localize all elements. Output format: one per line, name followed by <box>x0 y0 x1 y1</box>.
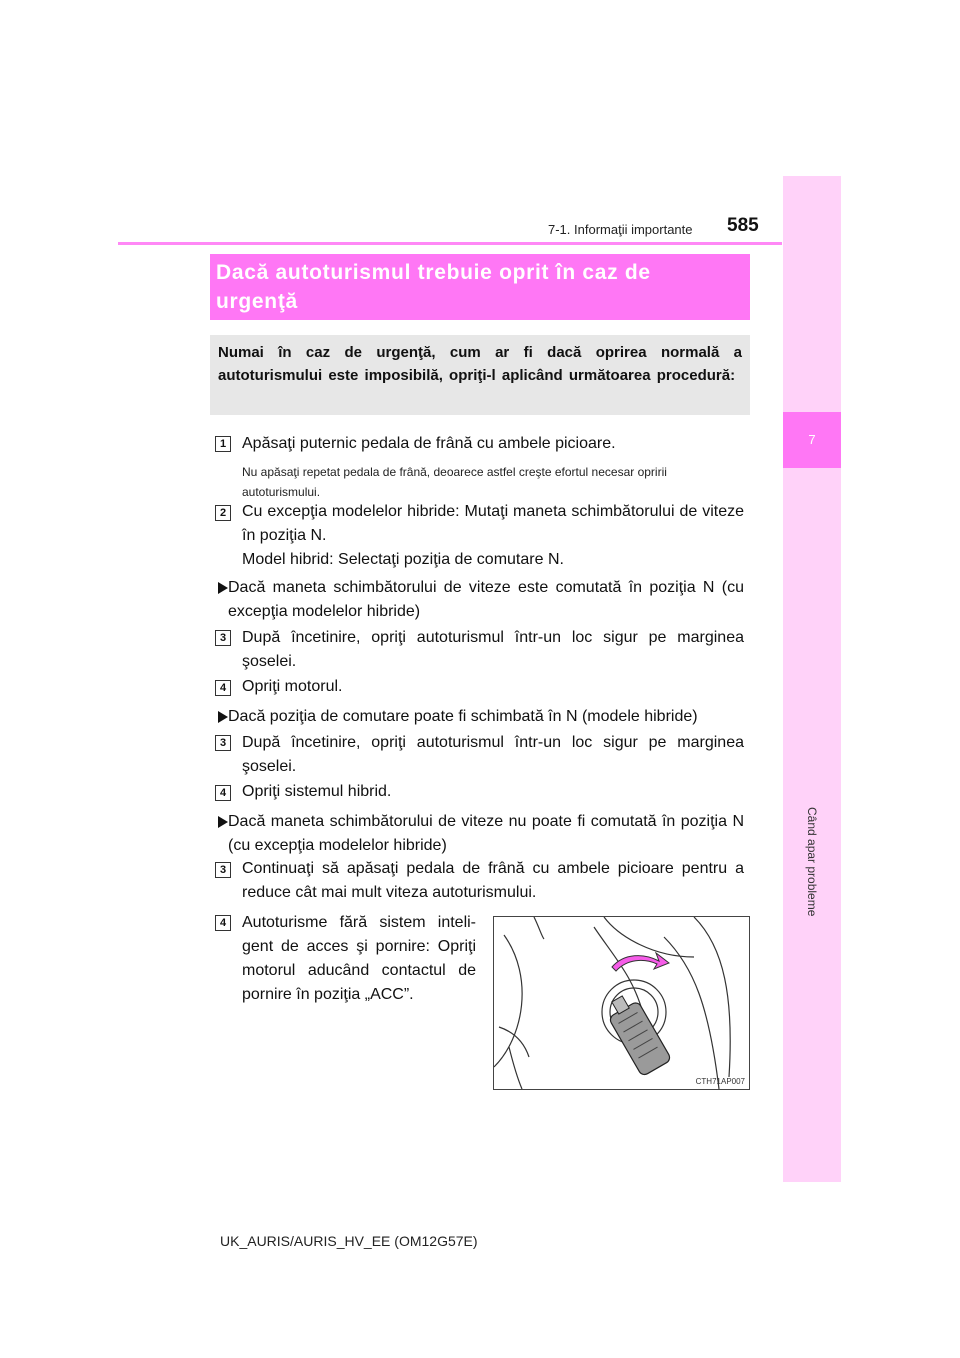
condition-heading <box>218 810 744 858</box>
condition-text: Dacă poziţia de comutare poate fi schimbată în N (modele hibride) <box>228 708 698 725</box>
step-text: Continuaţi să apăsaţi pedala de frână cu ambele picioare pentru a reduce cât mai mult viteza autoturismului. <box>242 860 744 901</box>
condition-heading <box>218 576 744 624</box>
section-title-line1: Dacă autoturismul trebuie oprit în caz de <box>216 261 651 284</box>
section-banner <box>210 254 750 320</box>
step-badge: 1 <box>215 436 231 452</box>
intro-box <box>210 335 750 415</box>
condition-heading <box>218 705 744 729</box>
step-badge: 3 <box>215 630 231 646</box>
step-badge: 4 <box>215 680 231 696</box>
step-badge: 3 <box>215 862 231 878</box>
ignition-key-icon <box>494 917 749 1089</box>
page-number: 585 <box>727 215 759 236</box>
ignition-key-illustration <box>493 916 750 1090</box>
condition-text: Dacă maneta schimbătorului de viteze nu poate fi comutată în poziţia N (cu excepţia modelelor hibride) <box>228 813 744 854</box>
step-text: Opriţi sistemul hibrid. <box>242 783 392 800</box>
side-tab-upper <box>783 176 841 412</box>
step-badge: 4 <box>215 915 231 931</box>
step-text: Cu excepţia modelelor hibride: Mutaţi maneta schimbătorului de viteze în poziţia N. <box>242 503 744 544</box>
step-text: Opriţi motorul. <box>242 678 343 695</box>
step-badge: 3 <box>215 735 231 751</box>
step-badge: 2 <box>215 505 231 521</box>
step-note: Nu apăsaţi repetat pedala de frână, deoarece astfel creşte efortul necesar opririi autoturismului. <box>242 465 667 499</box>
chapter-number-tab[interactable]: 7 <box>783 412 841 468</box>
header-rule <box>118 242 782 245</box>
condition-text: Dacă maneta schimbătorului de viteze este comutată în poziţia N (cu excepţia modelelor hibride) <box>228 579 744 620</box>
footer-model-code: UK_AURIS/AURIS_HV_EE (OM12G57E) <box>220 1233 478 1249</box>
step-text: După încetinire, opriţi autoturismul într-un loc sigur pe marginea şoselei. <box>242 629 744 670</box>
step-text: După încetinire, opriţi autoturismul într-un loc sigur pe marginea şoselei. <box>242 734 744 775</box>
step-text: Model hibrid: Selectaţi poziţia de comutare N. <box>242 551 564 568</box>
illustration-code: CTH71AP007 <box>695 1077 745 1086</box>
intro-text: Numai în caz de urgenţă, cum ar fi dacă oprirea normală a autoturismului este imposibilă, opriţi-l aplicând următoarea procedură: <box>218 344 742 384</box>
step-text: Apăsaţi puternic pedala de frână cu ambele picioare. <box>242 435 616 452</box>
section-title-line2: urgenţă <box>216 290 298 313</box>
header-title: 7-1. Informaţii importante <box>548 222 693 237</box>
chapter-label: Când apar probleme <box>805 807 819 917</box>
step-text: Autoturisme fără sistem inteli-gent de acces şi pornire: Opriţi motorul aducând contactul de pornire în poziţia „ACC”. <box>242 914 476 1003</box>
step-badge: 4 <box>215 785 231 801</box>
